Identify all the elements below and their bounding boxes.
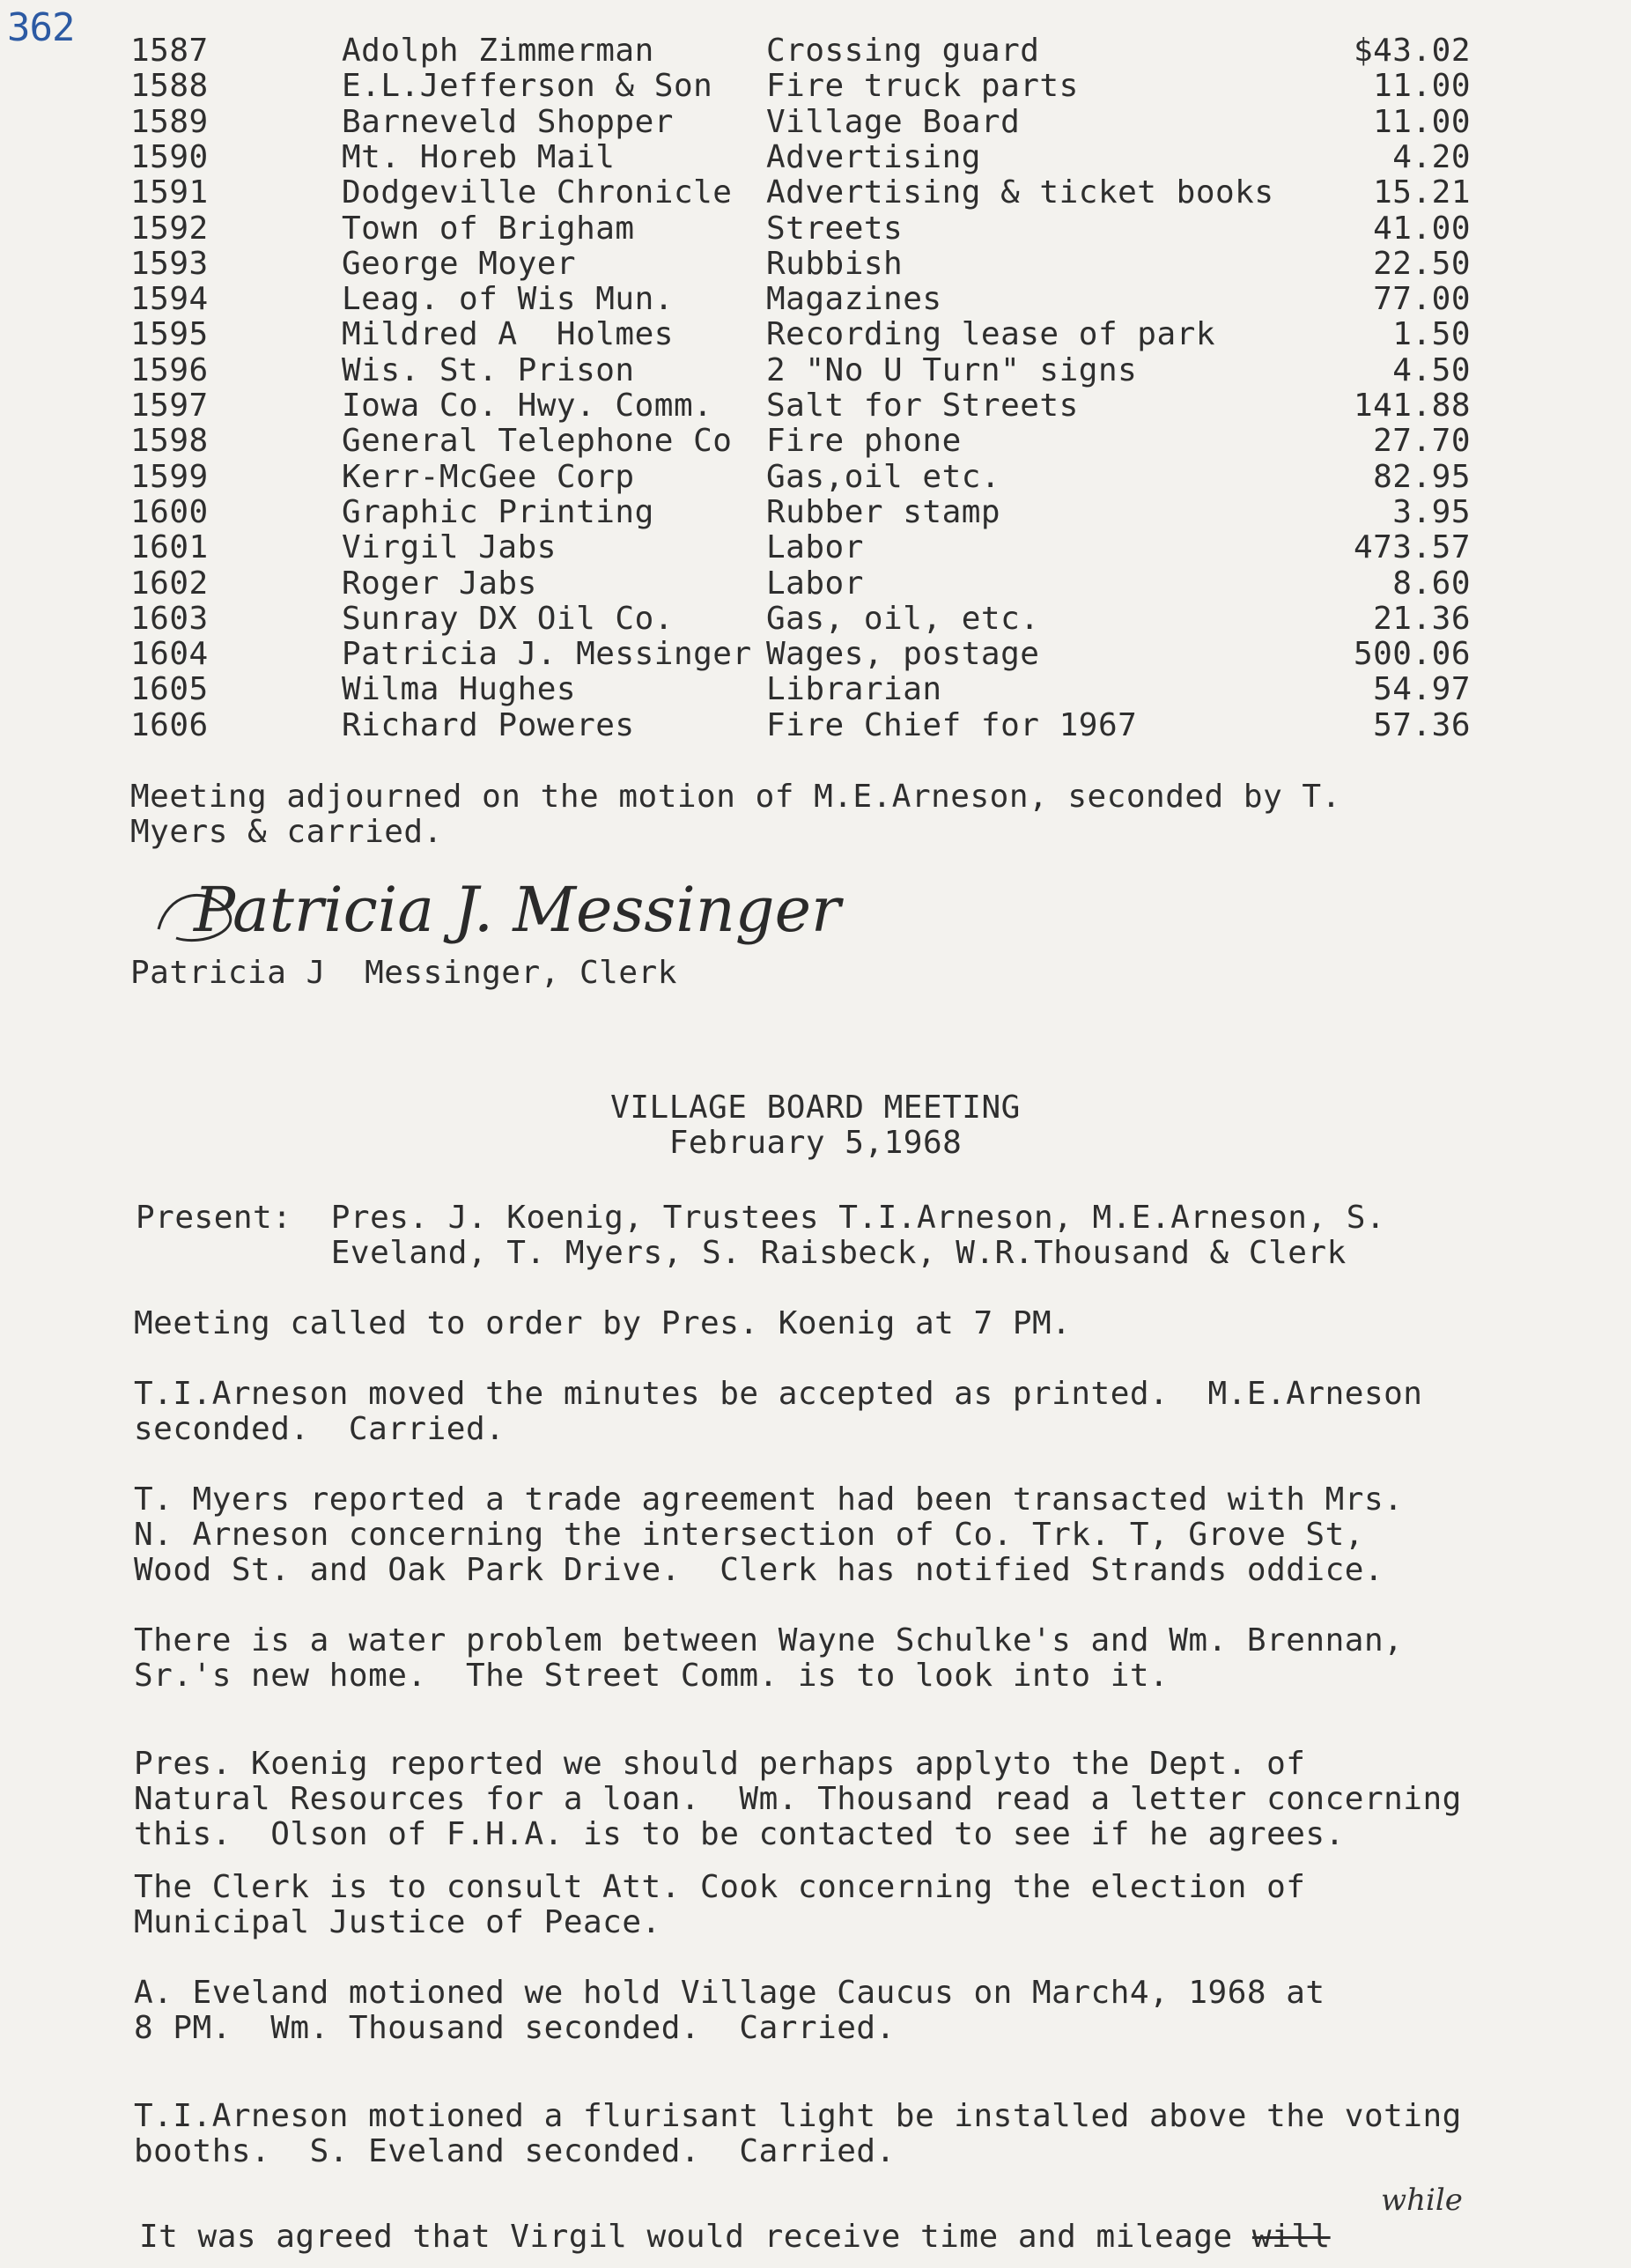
- purpose: Rubbish: [766, 245, 904, 282]
- amount: 22.50: [1373, 245, 1471, 282]
- payee: Patricia J. Messinger: [342, 636, 752, 673]
- payee: Iowa Co. Hwy. Comm.: [342, 388, 713, 424]
- purpose: 2 "No U Turn" signs: [766, 351, 1138, 388]
- voucher-number: 1601: [130, 529, 209, 566]
- ledger-row: [0, 211, 1631, 247]
- minutes-line: A. Eveland motioned we hold Village Caucus on March4, 1968 at: [134, 1975, 1325, 2011]
- voucher-number: 1587: [130, 33, 209, 69]
- amount: 57.36: [1373, 706, 1471, 743]
- ledger-row: [0, 282, 1631, 317]
- minutes-line: 8 PM. Wm. Thousand seconded. Carried.: [134, 2010, 896, 2046]
- purpose: Streets: [766, 210, 904, 247]
- present-line: Eveland, T. Myers, S. Raisbeck, W.R.Thousand & Clerk: [136, 1235, 1347, 1271]
- payee: General Telephone Co: [342, 423, 733, 460]
- ledger-row: [0, 69, 1631, 104]
- amount: 500.06: [1353, 636, 1471, 673]
- ledger-row: [0, 175, 1631, 211]
- meeting-title: VILLAGE BOARD MEETING: [610, 1090, 1021, 1126]
- payee: George Moyer: [342, 245, 577, 282]
- ledger-row: [0, 33, 1631, 69]
- page-number: 362: [7, 5, 75, 50]
- payee: Richard Poweres: [342, 706, 635, 743]
- payee: Barneveld Shopper: [342, 103, 674, 140]
- payee: Graphic Printing: [342, 493, 654, 530]
- voucher-number: 1595: [130, 316, 209, 353]
- amount: 11.00: [1373, 68, 1471, 105]
- voucher-number: 1590: [130, 138, 209, 175]
- minutes-line: Natural Resources for a loan. Wm. Thousand read a letter concerning: [134, 1781, 1462, 1817]
- voucher-number: 1594: [130, 281, 209, 318]
- purpose: Librarian: [766, 671, 942, 708]
- amount: 473.57: [1353, 529, 1471, 566]
- amount: 27.70: [1373, 423, 1471, 460]
- voucher-number: 1604: [130, 636, 209, 673]
- amount: 3.95: [1392, 493, 1471, 530]
- voucher-number: 1600: [130, 493, 209, 530]
- purpose: Gas, oil, etc.: [766, 600, 1040, 637]
- payee: Town of Brigham: [342, 210, 635, 247]
- voucher-number: 1597: [130, 388, 209, 424]
- voucher-number: 1591: [130, 174, 209, 211]
- ledger-row: [0, 460, 1631, 495]
- ledger-row: [0, 388, 1631, 424]
- minutes-line: Municipal Justice of Peace.: [134, 1904, 661, 1940]
- voucher-number: 1596: [130, 351, 209, 388]
- payee: Leag. of Wis Mun.: [342, 281, 674, 318]
- amount: 141.88: [1353, 388, 1471, 424]
- amount: 77.00: [1373, 281, 1471, 318]
- voucher-number: 1602: [130, 565, 209, 602]
- clerk-signature: [141, 859, 841, 964]
- minutes-line: There is a water problem between Wayne Schulke's and Wm. Brennan,: [134, 1622, 1404, 1659]
- voucher-number: 1605: [130, 671, 209, 708]
- purpose: Advertising & ticket books: [766, 174, 1274, 211]
- voucher-number: 1606: [130, 706, 209, 743]
- ledger-row: [0, 424, 1631, 459]
- purpose: Fire phone: [766, 423, 962, 460]
- purpose: Labor: [766, 529, 864, 566]
- purpose: Fire truck parts: [766, 68, 1079, 105]
- payee: Sunray DX Oil Co.: [342, 600, 674, 637]
- amount: 15.21: [1373, 174, 1471, 211]
- last-line-text: It was agreed that Virgil would receive time and mileage: [139, 2219, 1252, 2255]
- purpose: Recording lease of park: [766, 316, 1215, 353]
- minutes-line: The Clerk is to consult Att. Cook concerning the election of: [134, 1869, 1306, 1905]
- amount: 4.20: [1392, 138, 1471, 175]
- voucher-number: 1599: [130, 458, 209, 495]
- voucher-number: 1589: [130, 103, 209, 140]
- voucher-number: 1588: [130, 68, 209, 105]
- signature-text: Patricia J. Messinger: [194, 874, 841, 946]
- payee: Mildred A Holmes: [342, 316, 674, 353]
- ledger-row: [0, 495, 1631, 530]
- ledger-row: [0, 602, 1631, 637]
- payee: Adolph Zimmerman: [342, 33, 654, 69]
- amount: 11.00: [1373, 103, 1471, 140]
- purpose: Gas,oil etc.: [766, 458, 1001, 495]
- handwritten-correction: while: [1381, 2183, 1463, 2218]
- ledger-row: [0, 566, 1631, 602]
- purpose: Fire Chief for 1967: [766, 706, 1138, 743]
- minutes-line: this. Olson of F.H.A. is to be contacted to see if he agrees.: [134, 1816, 1345, 1852]
- adjourn-line: Meeting adjourned on the motion of M.E.Arneson, seconded by T.: [130, 779, 1341, 815]
- ledger-row: [0, 247, 1631, 282]
- adjourn-line: Myers & carried.: [130, 814, 443, 850]
- minutes-line: booths. S. Eveland seconded. Carried.: [134, 2133, 896, 2169]
- payee: Dodgeville Chronicle: [342, 174, 733, 211]
- purpose: Rubber stamp: [766, 493, 1001, 530]
- payee: Wilma Hughes: [342, 671, 577, 708]
- minutes-line: Wood St. and Oak Park Drive. Clerk has notified Strands oddice.: [134, 1552, 1384, 1588]
- payee: Mt. Horeb Mail: [342, 138, 616, 175]
- minutes-line: Pres. Koenig reported we should perhaps applyto the Dept. of: [134, 1746, 1306, 1782]
- purpose: Advertising: [766, 138, 981, 175]
- ledger-row: [0, 708, 1631, 743]
- purpose: Village Board: [766, 103, 1021, 140]
- last-line: [139, 2220, 1331, 2255]
- present-line: Present: Pres. J. Koenig, Trustees T.I.Arneson, M.E.Arneson, S.: [136, 1200, 1386, 1236]
- minutes-line: T.I.Arneson motioned a flurisant light be installed above the voting: [134, 2098, 1462, 2134]
- voucher-number: 1593: [130, 245, 209, 282]
- purpose: Magazines: [766, 281, 942, 318]
- ledger-row: [0, 637, 1631, 672]
- ledger-row: [0, 317, 1631, 352]
- amount: 82.95: [1373, 458, 1471, 495]
- amount: $43.02: [1353, 33, 1471, 69]
- amount: 4.50: [1392, 351, 1471, 388]
- struck-word: will: [1251, 2219, 1331, 2255]
- minutes-line: T. Myers reported a trade agreement had been transacted with Mrs.: [134, 1481, 1404, 1518]
- ledger-row: [0, 530, 1631, 565]
- payee: Virgil Jabs: [342, 529, 557, 566]
- clerk-name: Patricia J Messinger, Clerk: [130, 955, 677, 991]
- ledger-row: [0, 105, 1631, 140]
- amount: 41.00: [1373, 210, 1471, 247]
- amount: 21.36: [1373, 600, 1471, 637]
- minutes-line: Meeting called to order by Pres. Koenig at 7 PM.: [134, 1305, 1072, 1341]
- voucher-number: 1592: [130, 210, 209, 247]
- minutes-line: seconded. Carried.: [134, 1411, 506, 1447]
- ledger-row: [0, 353, 1631, 388]
- purpose: Crossing guard: [766, 33, 1040, 69]
- purpose: Labor: [766, 565, 864, 602]
- voucher-number: 1598: [130, 423, 209, 460]
- minutes-line: Sr.'s new home. The Street Comm. is to look into it.: [134, 1658, 1170, 1694]
- payee: Wis. St. Prison: [342, 351, 635, 388]
- purpose: Wages, postage: [766, 636, 1040, 673]
- amount: 8.60: [1392, 565, 1471, 602]
- payee: E.L.Jefferson & Son: [342, 68, 713, 105]
- ledger-row: [0, 672, 1631, 707]
- payee: Kerr-McGee Corp: [342, 458, 635, 495]
- payee: Roger Jabs: [342, 565, 537, 602]
- purpose: Salt for Streets: [766, 388, 1079, 424]
- meeting-date: February 5,1968: [668, 1125, 963, 1161]
- minutes-line: T.I.Arneson moved the minutes be accepted as printed. M.E.Arneson: [134, 1376, 1423, 1412]
- amount: 54.97: [1373, 671, 1471, 708]
- voucher-number: 1603: [130, 600, 209, 637]
- ledger-row: [0, 140, 1631, 175]
- amount: 1.50: [1392, 316, 1471, 353]
- minutes-line: N. Arneson concerning the intersection of Co. Trk. T, Grove St,: [134, 1517, 1364, 1553]
